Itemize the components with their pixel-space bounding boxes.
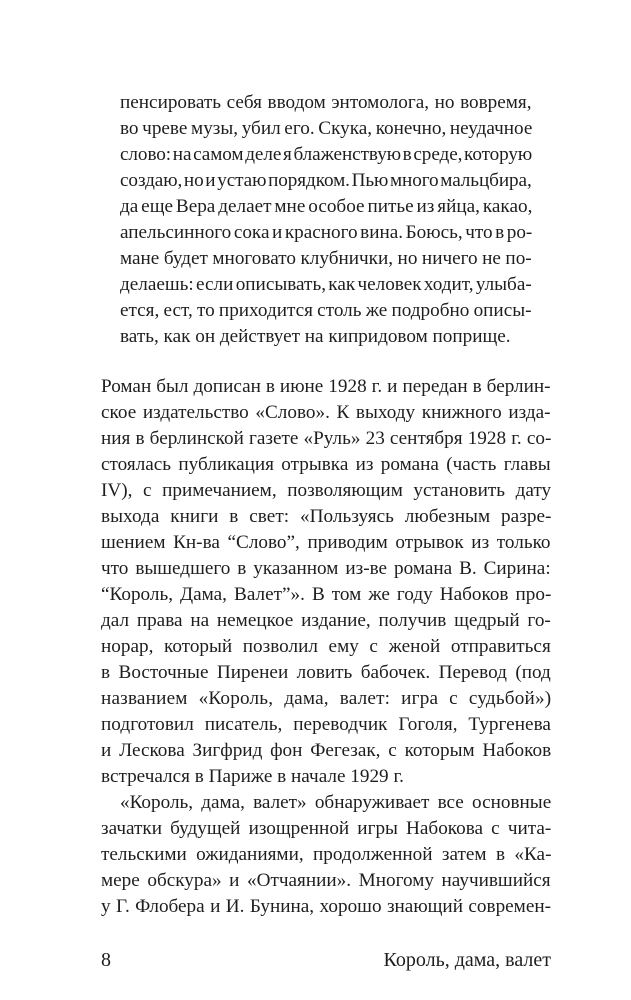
paragraph-line: норар, который позволил ему с женой отправиться <box>101 636 551 657</box>
paragraph-line: стоялась публикация отрывка из романа (часть главы <box>101 454 551 475</box>
paragraph-line: подготовил писатель, переводчик Гоголя, Тургенева <box>101 714 551 735</box>
quote-line: пенсировать себя вводом энтомолога, но вовремя, <box>120 92 532 113</box>
paragraph-line: зачатки будущей изощренной игры Набокова с чита- <box>101 818 552 839</box>
paragraph-line: дал права на немецкое издание, получив щедрый го- <box>101 610 551 631</box>
quote-line: апельсинного сока и красного вина. Боюсь, что в ро- <box>120 222 533 243</box>
quote-line: создаю, но и устаю порядком. Пью много мальцбира, <box>120 170 532 191</box>
paragraph-line: и Лескова Зигфрид фон Фегезак, с которым Набоков <box>101 740 552 761</box>
quote-line: во чреве музы, убил его. Скука, конечно, неудачное <box>120 118 533 139</box>
quote-line: вать, как он действует на кипридовом поприще. <box>120 326 511 347</box>
paragraph-line: тельскими ожиданиями, продолженной затем в «Ка- <box>101 844 552 865</box>
paragraph-line: у Г. Флобера и И. Бунина, хорошо знающий современ- <box>101 896 551 917</box>
paragraph-line: “Король, Дама, Валет”». В том же году Набоков про- <box>101 584 552 605</box>
paragraph-line: выхода книги в свет: «Пользуясь любезным разре- <box>101 506 552 527</box>
paragraph-line: мере обскура» и «Отчаянии». Многому научившийся <box>101 870 551 891</box>
paragraph-line: встречался в Париже в начале 1929 г. <box>101 766 404 787</box>
paragraph-line: в Восточные Пиренеи ловить бабочек. Перевод (под <box>101 662 551 683</box>
quote-line: мане будет многовато клубнички, но ничего не по- <box>120 248 532 269</box>
quote-line: ется, ест, то приходится столь же подробно описы- <box>120 300 532 321</box>
quote-line: делаешь: если описывать, как человек ходит, улыба- <box>120 274 532 295</box>
page-number: 8 <box>101 949 111 971</box>
quote-line: слово: на самом деле я блаженствую в среде, которую <box>120 144 533 165</box>
paragraph-line: ния в берлинской газете «Руль» 23 сентября 1928 г. со- <box>101 428 552 449</box>
paragraph-line: шением Кн-ва “Слово”, приводим отрывок из только <box>101 532 551 553</box>
paragraph-line: Роман был дописан в июне 1928 г. и передан в берлин- <box>101 376 551 397</box>
paragraph-line: ское издательство «Слово». К выходу книжного изда- <box>101 402 551 423</box>
paragraph-line: названием «Король, дама, валет: игра с судьбой») <box>101 688 552 709</box>
quote-line: да еще Вера делает мне особое питье из яйца, какао, <box>120 196 533 217</box>
paragraph-line: «Король, дама, валет» обнаруживает все основные <box>120 792 552 813</box>
running-title: Король, дама, валет <box>383 949 551 971</box>
paragraph-line: что вышедшего в указанном из-ве романа В. Сирина: <box>101 558 551 579</box>
paragraph-line: IV), с примечанием, позволяющим установить дату <box>101 480 552 501</box>
